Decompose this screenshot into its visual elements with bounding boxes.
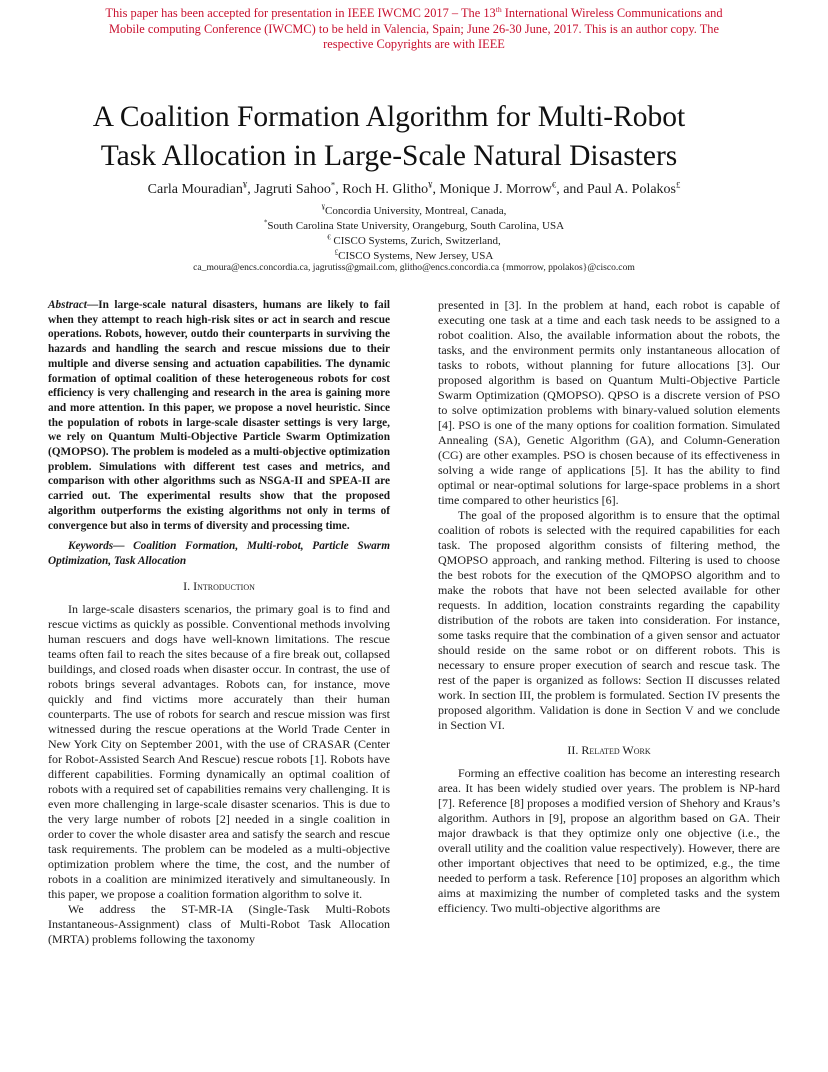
index-terms: Keywords— Coalition Formation, Multi-robot, Particle Swarm Optimization, Task Allocation bbox=[48, 540, 390, 567]
author-emails: ca_moura@encs.concordia.ca, jagrutiss@gmail.com, glitho@encs.concordia.ca {mmorrow, ppolakos}@cisco.com bbox=[193, 262, 635, 273]
author: Roch H. Glitho¥ bbox=[342, 179, 433, 197]
notice-line-1: This paper has been accepted for presentation in IEEE IWCMC 2017 – The 13th International Wireless Communications and bbox=[105, 4, 723, 20]
section-heading-related-work: II. Related Work bbox=[567, 743, 651, 757]
notice-line-2: Mobile computing Conference (IWCMC) to be held in Valencia, Spain; June 26-30 June, 2017. This is an author copy. The bbox=[108, 21, 719, 36]
body-paragraph: In large-scale disasters scenarios, the primary goal is to find and rescue victims as quickly as possible. Conventional methods involving human rescuers and dogs have well-known limitations. The rescue teams often fail to reach the sites because of a fire break out, collapsed buildings, and closed roads when disaster occur. In contrast, the use of robots brings several advantages. Robots can, for instance, move quickly and find victims more accurately than their human counterparts. The use of robots for search and rescue mission was first witnessed during the rescue operations at the World Trade Center in New York City on September 2001, with the use of CRASAR (Center for Robot-Assisted Search And Rescue) rescue robots [1]. Robots have different capabilities. Forming dynamically an optimal coalition of robots with a required set of capabilities remains very challenging. It is even more challenging in large-scale disaster scenarios. This is due to the very large number of robots [2] needed in a single coalition in order to cover the whole disaster area and satisfy the search and rescue task requirements. The problem can be modeled as a multi-objective optimization problem where the time, the cost, and the number of robots in a coalition are minimized iteratively and simultaneously. In this paper, we propose a coalition formation algorithm to solve it. bbox=[48, 601, 390, 901]
author: Monique J. Morrow€ bbox=[439, 179, 557, 197]
left-column bbox=[48, 298, 390, 947]
affiliation-list bbox=[60, 204, 768, 264]
abstract bbox=[48, 298, 390, 533]
body-paragraph: presented in [3]. In the problem at hand, each robot is capable of executing one task at a time and each task needs to be assigned to a robot coalition. Also, the available information about the robots, the tasks, and the environment permits only instantaneous allocation of tasks to robots, without planning for future allocations [3]. Our proposed algorithm is based on Quantum Multi-Objective Particle Swarm Optimization (QMOPSO). QPSO is a discrete version of PSO to solve optimization problems with binary-valued solution elements [4]. PSO is one of the many options for coalition formation. Simulated Annealing (SA), Genetic Algorithm (GA), and Column-Generation (CG) are other examples. PSO is chosen because of its effectiveness in solving a wide range of applications [5]. It has the ability to find optimal or near-optimal solutions for large-space problems in a short time compared to other heuristics [6]. bbox=[438, 298, 780, 507]
publication-notice bbox=[60, 6, 768, 53]
author: Paul A. Polakos£ bbox=[586, 179, 681, 197]
title-line-2: Task Allocation in Large-Scale Natural Disasters bbox=[100, 140, 678, 172]
author-list: Carla Mouradian¥, Jagruti Sahoo*, Roch H. Glitho¥, Monique J. Morrow€, and Paul A. Polakos£ bbox=[147, 179, 681, 197]
body-paragraph: Forming an effective coalition has become an interesting research area. It has been widely studied over years. The problem is NP-hard [7]. Reference [8] proposes a modified version of Shehory and Kraus’s algorithm. Authors in [9], propose an algorithm based on GA. Their major drawback is that they optimize only one objective (i.e., the overall utility and the coalition value respectively). However, there are other important objectives that need to be optimized, e.g., the time needed to perform a task. Reference [10] proposes an algorithm which aims at maximizing the number of completed tasks and the system efficiency. Two multi-objective algorithms are bbox=[438, 766, 780, 915]
author: Jagruti Sahoo* bbox=[254, 179, 336, 197]
affiliation: € CISCO Systems, Zurich, Switzerland, bbox=[327, 234, 501, 247]
title-line-1: A Coalition Formation Algorithm for Multi-Robot bbox=[92, 101, 686, 133]
body-paragraph: The goal of the proposed algorithm is to ensure that the optimal coalition of robots is selected with the required capabilities for each task. The proposed algorithm consists of filtering method, the QMOPSO approach, and ranking method. Filtering is used to choose the best robots for the execution of the QMOPSO algorithm and to make the robots that have not been selected available for other requests. In addition, location constraints regarding the capability distribution of the robots are taken into consideration. For instance, some tasks require that the combination of a given sensor and actuator should reside on the same robot or on different robots. This is necessary to ensure proper execution of search and rescue task. The rest of the paper is organized as follows: Section II discusses related work. In section III, the problem is formulated. Section IV presents the proposed algorithm. Validation is done in Section V and we conclude in Section VI. bbox=[438, 508, 780, 732]
affiliation: *South Carolina State University, Orangeburg, South Carolina, USA bbox=[263, 219, 565, 232]
affiliation: ¥Concordia University, Montreal, Canada, bbox=[321, 204, 507, 217]
right-column bbox=[438, 298, 780, 916]
notice-line-3: respective Copyrights are with IEEE bbox=[323, 37, 505, 51]
section-heading-introduction: I. Introduction bbox=[183, 578, 255, 593]
affiliation: £CISCO Systems, New Jersey, USA bbox=[334, 249, 494, 262]
abstract-text: —In large-scale natural disasters, humans are likely to fail when they attempt to reach high-risk sites or act in search and rescue operations. Robots, however, outdo their counterparts in surviving the hazards and handling the search and rescue missions due to their multiple and diverse sensing and actuation capabilities. The dynamic formation of optimal coalition of these heterogeneous robots for cost efficiency is very challenging and research in the area is gaining more and more attention. In this paper, we propose a novel heuristic. Since the population of robots in large-scale disaster settings is very large, we rely on Quantum Multi-Objective Particle Swarm Optimization (QMOPSO). The problem is modeled as a multi-objective optimization problem. Simulations with different test cases and metrics, and comparison with other algorithms such as NSGA-II and SPEA-II are carried out. The experimental results show that the proposed algorithm outperforms the existing algorithms not only in terms of convergence but also in terms of diversity and processing time. bbox=[48, 299, 390, 532]
paper-title bbox=[30, 98, 748, 176]
author: Carla Mouradian¥ bbox=[147, 179, 248, 197]
body-paragraph: We address the ST-MR-IA (Single-Task Multi-Robots Instantaneous-Assignment) class of Multi-Robot Task Allocation (MRTA) problems following the taxonomy bbox=[48, 901, 390, 946]
abstract-label: Abstract bbox=[48, 299, 87, 311]
